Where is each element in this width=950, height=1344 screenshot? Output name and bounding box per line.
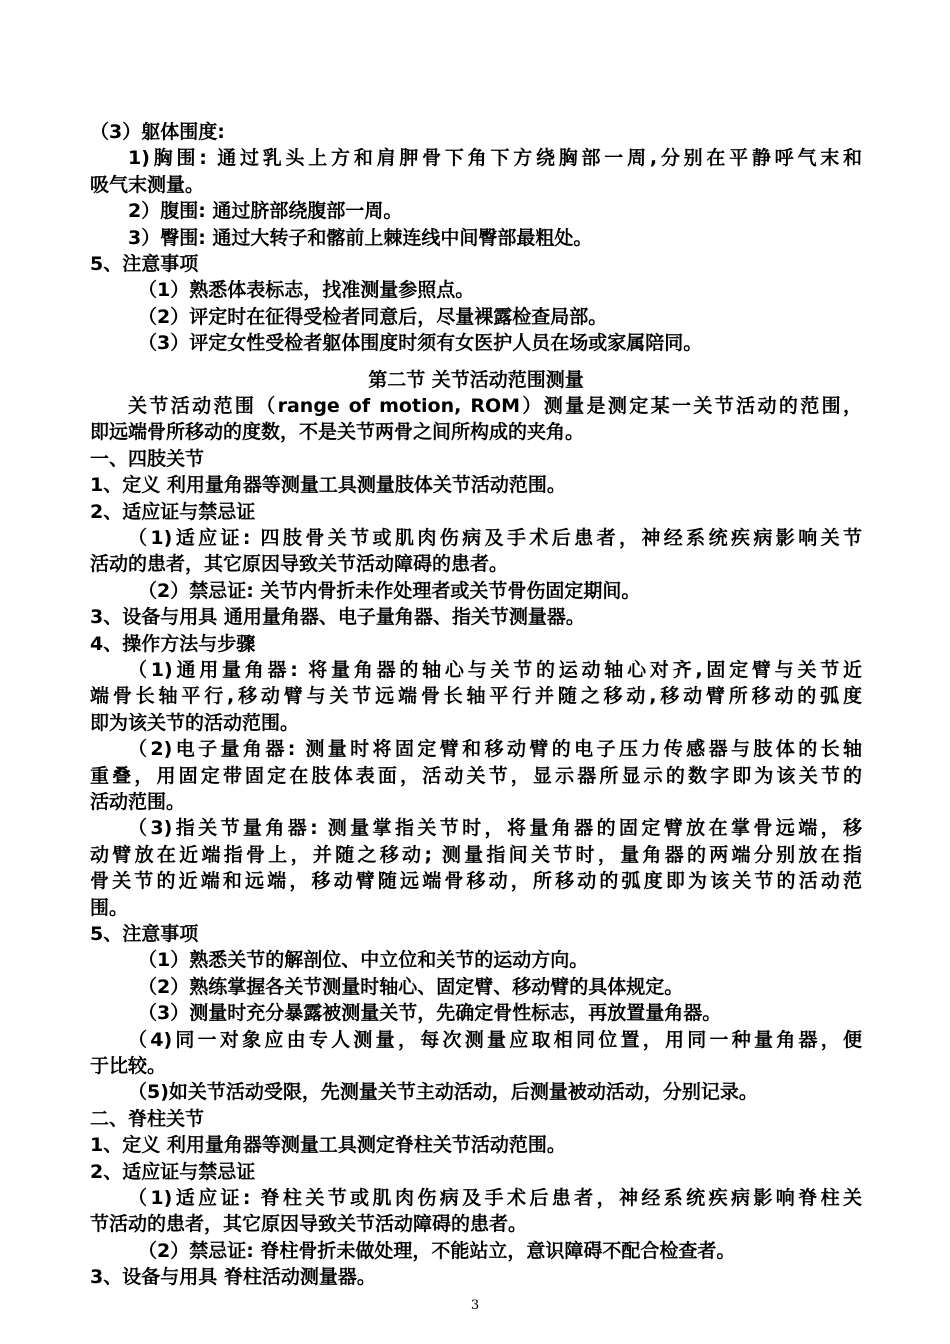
- text-line: 活动范围。: [90, 791, 186, 813]
- text-line: （2）禁忌证: 脊柱骨折未做处理，不能站立，意识障碍不配合检查者。: [138, 1240, 736, 1262]
- section-heading: 第二节 关节活动范围测量: [368, 369, 584, 391]
- text-line: 4、操作方法与步骤: [90, 633, 256, 655]
- text-line: （1)通用量角器: 将量角器的轴心与关节的运动轴心对齐,固定臂与关节近: [128, 659, 862, 681]
- text-line: 节活动的患者，其它原因导致关节活动障碍的患者。: [90, 1213, 528, 1235]
- text-line: 5、注意事项: [90, 923, 199, 945]
- text-line: （3）躯体围度:: [90, 121, 225, 143]
- text-line: 3、设备与用具 通用量角器、电子量角器、指关节测量器。: [90, 606, 585, 628]
- text-line: 1)胸围: 通过乳头上方和肩胛骨下角下方绕胸部一周,分别在平静呼气末和: [128, 147, 862, 169]
- text-line: 重叠，用固定带固定在肢体表面，活动关节，显示器所显示的数字即为该关节的: [90, 765, 862, 787]
- text-line: 5、注意事项: [90, 253, 199, 275]
- text-line: 即远端骨所移动的度数，不是关节两骨之间所构成的夹角。: [90, 421, 585, 443]
- text-line: 3）臀围: 通过大转子和髂前上棘连线中间臀部最粗处。: [128, 227, 593, 249]
- text-line: 2、适应证与禁忌证: [90, 501, 256, 523]
- text-line: 3、设备与用具 脊柱活动测量器。: [90, 1266, 376, 1288]
- text-line: （1)适应证: 四肢骨关节或肌肉伤病及手术后患者，神经系统疾病影响关节: [128, 527, 862, 549]
- text-line: 2）腹围: 通过脐部绕腹部一周。: [128, 200, 403, 222]
- text-line: 活动的患者，其它原因导致关节活动障碍的患者。: [90, 553, 509, 575]
- text-line: 关节活动范围（range of motion, ROM）测量是测定某一关节活动的范围，: [128, 395, 862, 417]
- text-line: 于比较。: [90, 1055, 167, 1077]
- text-line: 二、脊柱关节: [90, 1108, 205, 1130]
- text-line: 端骨长轴平行,移动臂与关节远端骨长轴平行并随之移动,移动臂所移动的弧度: [90, 685, 862, 707]
- text-line: （2）熟练掌握各关节测量时轴心、固定臂、移动臂的具体规定。: [138, 976, 684, 998]
- text-line: （1）熟悉关节的解剖位、中立位和关节的运动方向。: [138, 949, 589, 971]
- text-line: （1）熟悉体表标志，找准测量参照点。: [138, 279, 475, 301]
- text-line: 1、定义 利用量角器等测量工具测量肢体关节活动范围。: [90, 474, 566, 496]
- text-line: （2）评定时在征得受检者同意后，尽量裸露检查局部。: [138, 306, 608, 328]
- text-line: 1、定义 利用量角器等测量工具测定脊柱关节活动范围。: [90, 1134, 566, 1156]
- text-line: 一、四肢关节: [90, 448, 205, 470]
- text-line: 即为该关节的活动范围。: [90, 712, 300, 734]
- text-line: （1)适应证: 脊柱关节或肌肉伤病及手术后患者，神经系统疾病影响脊柱关: [128, 1187, 862, 1209]
- text-line: （3）评定女性受检者躯体围度时须有女医护人员在场或家属陪同。: [138, 332, 703, 354]
- text-line: 吸气末测量。: [90, 174, 205, 196]
- text-line: 2、适应证与禁忌证: [90, 1161, 256, 1183]
- text-line: 动臂放在近端指骨上，并随之移动; 测量指间关节时，量角器的两端分别放在指: [90, 844, 862, 866]
- text-line: （3)指关节量角器: 测量掌指关节时，将量角器的固定臂放在掌骨远端，移: [128, 817, 862, 839]
- text-line: （4)同一对象应由专人测量，每次测量应取相同位置，用同一种量角器，便: [128, 1029, 862, 1051]
- page-number: 3: [470, 1298, 480, 1313]
- text-line: （3）测量时充分暴露被测量关节，先确定骨性标志，再放置量角器。: [138, 1002, 722, 1024]
- text-line: 围。: [90, 897, 129, 919]
- text-line: （5)如关节活动受限，先测量关节主动活动，后测量被动活动，分别记录。: [128, 1081, 758, 1103]
- text-line: （2)电子量角器: 测量时将固定臂和移动臂的电子压力传感器与肢体的长轴: [128, 738, 862, 760]
- text-line: 骨关节的近端和远端，移动臂随远端骨移动，所移动的弧度即为该关节的活动范: [90, 870, 862, 892]
- text-line: （2）禁忌证: 关节内骨折未作处理者或关节骨伤固定期间。: [138, 580, 641, 602]
